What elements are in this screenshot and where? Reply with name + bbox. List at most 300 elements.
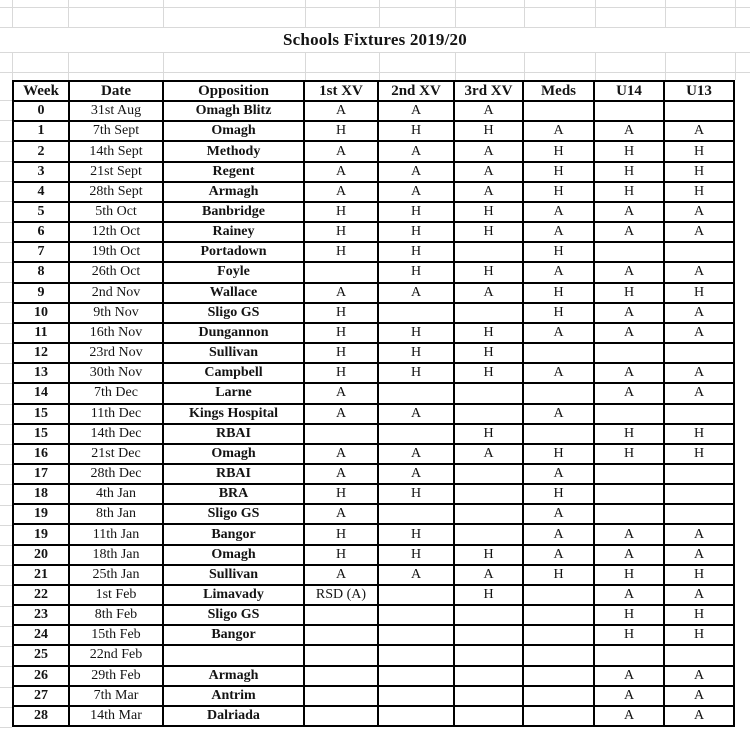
cell-u14[interactable] <box>595 344 665 364</box>
sheet-title-cell[interactable] <box>0 27 750 52</box>
cell-date[interactable]: 2nd Nov <box>70 284 164 304</box>
cell-u13[interactable]: A <box>665 364 735 384</box>
cell-3rd-xv[interactable] <box>455 667 524 687</box>
cell-u13[interactable]: H <box>665 626 735 646</box>
cell-date[interactable]: 28th Dec <box>70 465 164 485</box>
cell-3rd-xv[interactable] <box>455 707 524 727</box>
cell-opposition[interactable]: Methody <box>164 142 305 162</box>
cell-3rd-xv[interactable] <box>455 687 524 707</box>
cell-week[interactable]: 8 <box>14 263 70 283</box>
cell-date[interactable]: 14th Mar <box>70 707 164 727</box>
cell-2nd-xv[interactable] <box>379 304 455 324</box>
cell-date[interactable]: 12th Oct <box>70 223 164 243</box>
cell-date[interactable]: 25th Jan <box>70 566 164 586</box>
cell-3rd-xv[interactable]: A <box>455 142 524 162</box>
cell-u14[interactable] <box>595 505 665 525</box>
cell-date[interactable]: 14th Dec <box>70 425 164 445</box>
cell-u14[interactable]: A <box>595 324 665 344</box>
cell-opposition[interactable]: Sligo GS <box>164 505 305 525</box>
cell-u13[interactable]: H <box>665 284 735 304</box>
cell-3rd-xv[interactable]: A <box>455 566 524 586</box>
cell-u14[interactable]: A <box>595 546 665 566</box>
cell-date[interactable]: 22nd Feb <box>70 646 164 666</box>
cell-u14[interactable]: A <box>595 525 665 545</box>
cell-u13[interactable]: H <box>665 163 735 183</box>
cell-date[interactable]: 16th Nov <box>70 324 164 344</box>
cell-u14[interactable]: A <box>595 203 665 223</box>
cell-u14[interactable]: A <box>595 304 665 324</box>
cell-date[interactable]: 30th Nov <box>70 364 164 384</box>
cell-u13[interactable] <box>665 505 735 525</box>
cell-opposition[interactable]: Banbridge <box>164 203 305 223</box>
cell-date[interactable]: 4th Jan <box>70 485 164 505</box>
cell-2nd-xv[interactable] <box>379 707 455 727</box>
cell-week[interactable]: 2 <box>14 142 70 162</box>
cell-week[interactable]: 17 <box>14 465 70 485</box>
cell-1st-xv[interactable]: RSD (A) <box>305 586 379 606</box>
cell-u14[interactable]: A <box>595 263 665 283</box>
cell-date[interactable]: 23rd Nov <box>70 344 164 364</box>
cell-3rd-xv[interactable] <box>455 646 524 666</box>
cell-date[interactable]: 8th Jan <box>70 505 164 525</box>
cell-2nd-xv[interactable]: A <box>379 163 455 183</box>
cell-meds[interactable]: H <box>524 304 595 324</box>
cell-1st-xv[interactable]: H <box>305 223 379 243</box>
cell-u14[interactable]: H <box>595 626 665 646</box>
cell-week[interactable]: 15 <box>14 405 70 425</box>
cell-2nd-xv[interactable] <box>379 586 455 606</box>
cell-u14[interactable]: A <box>595 223 665 243</box>
cell-2nd-xv[interactable] <box>379 687 455 707</box>
cell-u14[interactable]: A <box>595 364 665 384</box>
cell-u13[interactable]: A <box>665 223 735 243</box>
cell-u13[interactable]: A <box>665 586 735 606</box>
cell-u14[interactable]: A <box>595 707 665 727</box>
cell-3rd-xv[interactable]: H <box>455 364 524 384</box>
cell-week[interactable]: 6 <box>14 223 70 243</box>
cell-week[interactable]: 10 <box>14 304 70 324</box>
cell-3rd-xv[interactable]: H <box>455 223 524 243</box>
cell-week[interactable]: 28 <box>14 707 70 727</box>
cell-week[interactable]: 15 <box>14 425 70 445</box>
cell-meds[interactable] <box>524 384 595 404</box>
cell-1st-xv[interactable] <box>305 425 379 445</box>
cell-opposition[interactable]: Campbell <box>164 364 305 384</box>
cell-u14[interactable]: A <box>595 384 665 404</box>
cell-opposition[interactable]: Bangor <box>164 626 305 646</box>
cell-3rd-xv[interactable] <box>455 485 524 505</box>
cell-u13[interactable]: A <box>665 525 735 545</box>
cell-meds[interactable] <box>524 667 595 687</box>
cell-2nd-xv[interactable] <box>379 384 455 404</box>
cell-u13[interactable]: A <box>665 384 735 404</box>
sheet-gridline <box>0 141 12 142</box>
cell-2nd-xv[interactable]: A <box>379 183 455 203</box>
cell-2nd-xv[interactable] <box>379 425 455 445</box>
cell-1st-xv[interactable] <box>305 626 379 646</box>
cell-opposition[interactable]: Armagh <box>164 183 305 203</box>
cell-2nd-xv[interactable] <box>379 505 455 525</box>
cell-week[interactable]: 19 <box>14 525 70 545</box>
cell-3rd-xv[interactable]: A <box>455 183 524 203</box>
cell-opposition[interactable]: Wallace <box>164 284 305 304</box>
cell-date[interactable]: 11th Jan <box>70 525 164 545</box>
cell-meds[interactable] <box>524 102 595 122</box>
cell-u14[interactable]: H <box>595 284 665 304</box>
cell-week[interactable]: 27 <box>14 687 70 707</box>
cell-2nd-xv[interactable]: A <box>379 445 455 465</box>
cell-3rd-xv[interactable] <box>455 405 524 425</box>
cell-3rd-xv[interactable]: H <box>455 586 524 606</box>
cell-u14[interactable]: H <box>595 142 665 162</box>
cell-week[interactable]: 25 <box>14 646 70 666</box>
cell-meds[interactable] <box>524 646 595 666</box>
cell-opposition[interactable]: Limavady <box>164 586 305 606</box>
cell-meds[interactable]: A <box>524 546 595 566</box>
cell-date[interactable]: 29th Feb <box>70 667 164 687</box>
cell-week[interactable]: 18 <box>14 485 70 505</box>
cell-week[interactable]: 12 <box>14 344 70 364</box>
cell-meds[interactable]: A <box>524 223 595 243</box>
sheet-gridline <box>12 52 13 80</box>
cell-week[interactable]: 24 <box>14 626 70 646</box>
cell-meds[interactable]: H <box>524 445 595 465</box>
cell-1st-xv[interactable]: H <box>305 546 379 566</box>
cell-week[interactable]: 26 <box>14 667 70 687</box>
cell-1st-xv[interactable]: H <box>305 243 379 263</box>
cell-opposition[interactable]: Bangor <box>164 525 305 545</box>
cell-u13[interactable]: A <box>665 687 735 707</box>
cell-meds[interactable] <box>524 344 595 364</box>
cell-2nd-xv[interactable]: A <box>379 102 455 122</box>
cell-opposition[interactable]: Sligo GS <box>164 606 305 626</box>
cell-date[interactable]: 8th Feb <box>70 606 164 626</box>
cell-1st-xv[interactable]: A <box>305 384 379 404</box>
cell-3rd-xv[interactable]: H <box>455 425 524 445</box>
cell-u14[interactable]: H <box>595 425 665 445</box>
cell-meds[interactable]: A <box>524 364 595 384</box>
cell-1st-xv[interactable] <box>305 687 379 707</box>
cell-week[interactable]: 3 <box>14 163 70 183</box>
cell-date[interactable]: 21st Dec <box>70 445 164 465</box>
column-header-date[interactable]: Date <box>70 82 164 102</box>
column-header-week[interactable]: Week <box>14 82 70 102</box>
cell-u14[interactable]: H <box>595 566 665 586</box>
cell-opposition[interactable]: RBAI <box>164 465 305 485</box>
cell-u13[interactable]: H <box>665 425 735 445</box>
cell-u13[interactable] <box>665 485 735 505</box>
cell-week[interactable]: 16 <box>14 445 70 465</box>
sheet-gridline <box>305 0 306 27</box>
cell-2nd-xv[interactable]: H <box>379 122 455 142</box>
cell-date[interactable]: 7th Dec <box>70 384 164 404</box>
cell-date[interactable]: 1st Feb <box>70 586 164 606</box>
cell-date[interactable]: 18th Jan <box>70 546 164 566</box>
cell-1st-xv[interactable]: H <box>305 364 379 384</box>
cell-2nd-xv[interactable]: H <box>379 364 455 384</box>
sheet-gridline <box>0 545 12 546</box>
cell-u14[interactable] <box>595 102 665 122</box>
cell-meds[interactable] <box>524 687 595 707</box>
cell-3rd-xv[interactable]: H <box>455 263 524 283</box>
cell-3rd-xv[interactable]: H <box>455 203 524 223</box>
cell-meds[interactable]: A <box>524 465 595 485</box>
cell-u14[interactable] <box>595 243 665 263</box>
column-header-meds[interactable]: Meds <box>524 82 595 102</box>
cell-opposition[interactable]: Sligo GS <box>164 304 305 324</box>
cell-2nd-xv[interactable] <box>379 606 455 626</box>
cell-meds[interactable]: A <box>524 122 595 142</box>
cell-u13[interactable] <box>665 344 735 364</box>
cell-meds[interactable]: A <box>524 324 595 344</box>
cell-week[interactable]: 0 <box>14 102 70 122</box>
cell-week[interactable]: 14 <box>14 384 70 404</box>
column-header-opposition[interactable]: Opposition <box>164 82 305 102</box>
cell-3rd-xv[interactable] <box>455 304 524 324</box>
cell-u13[interactable] <box>665 465 735 485</box>
cell-meds[interactable]: A <box>524 525 595 545</box>
cell-opposition[interactable]: RBAI <box>164 425 305 445</box>
cell-opposition[interactable]: Armagh <box>164 667 305 687</box>
cell-u14[interactable]: H <box>595 163 665 183</box>
cell-3rd-xv[interactable] <box>455 243 524 263</box>
cell-week[interactable]: 19 <box>14 505 70 525</box>
sheet-gridline <box>0 363 12 364</box>
cell-opposition[interactable]: Regent <box>164 163 305 183</box>
cell-2nd-xv[interactable]: H <box>379 485 455 505</box>
cell-u14[interactable]: A <box>595 586 665 606</box>
sheet-gridline <box>163 52 164 80</box>
column-header-2nd-xv[interactable]: 2nd XV <box>379 82 455 102</box>
cell-u13[interactable]: A <box>665 122 735 142</box>
cell-week[interactable]: 21 <box>14 566 70 586</box>
cell-1st-xv[interactable]: A <box>305 465 379 485</box>
cell-opposition[interactable]: Foyle <box>164 263 305 283</box>
cell-2nd-xv[interactable]: A <box>379 142 455 162</box>
cell-1st-xv[interactable]: A <box>305 284 379 304</box>
cell-1st-xv[interactable]: A <box>305 163 379 183</box>
cell-date[interactable]: 15th Feb <box>70 626 164 646</box>
cell-week[interactable]: 11 <box>14 324 70 344</box>
cell-u13[interactable]: A <box>665 263 735 283</box>
cell-2nd-xv[interactable]: H <box>379 525 455 545</box>
cell-u13[interactable]: H <box>665 606 735 626</box>
cell-1st-xv[interactable]: H <box>305 525 379 545</box>
cell-opposition[interactable]: Dungannon <box>164 324 305 344</box>
cell-week[interactable]: 1 <box>14 122 70 142</box>
cell-3rd-xv[interactable]: H <box>455 324 524 344</box>
cell-1st-xv[interactable]: A <box>305 505 379 525</box>
cell-1st-xv[interactable]: A <box>305 102 379 122</box>
cell-3rd-xv[interactable] <box>455 525 524 545</box>
cell-3rd-xv[interactable]: H <box>455 122 524 142</box>
cell-3rd-xv[interactable]: A <box>455 102 524 122</box>
cell-1st-xv[interactable]: A <box>305 445 379 465</box>
cell-opposition[interactable]: Omagh <box>164 122 305 142</box>
cell-2nd-xv[interactable] <box>379 646 455 666</box>
cell-opposition[interactable]: Sullivan <box>164 566 305 586</box>
cell-date[interactable]: 11th Dec <box>70 405 164 425</box>
cell-date[interactable]: 21st Sept <box>70 163 164 183</box>
cell-2nd-xv[interactable]: H <box>379 243 455 263</box>
cell-opposition[interactable] <box>164 646 305 666</box>
cell-2nd-xv[interactable] <box>379 626 455 646</box>
cell-3rd-xv[interactable]: A <box>455 284 524 304</box>
cell-3rd-xv[interactable] <box>455 465 524 485</box>
cell-2nd-xv[interactable] <box>379 667 455 687</box>
cell-meds[interactable]: H <box>524 485 595 505</box>
cell-u13[interactable]: A <box>665 304 735 324</box>
sheet-gridline <box>0 444 12 445</box>
cell-u14[interactable]: A <box>595 667 665 687</box>
cell-u14[interactable]: H <box>595 606 665 626</box>
cell-1st-xv[interactable] <box>305 263 379 283</box>
cell-3rd-xv[interactable]: A <box>455 163 524 183</box>
cell-3rd-xv[interactable] <box>455 505 524 525</box>
cell-opposition[interactable]: Omagh <box>164 445 305 465</box>
cell-date[interactable]: 28th Sept <box>70 183 164 203</box>
cell-date[interactable]: 7th Sept <box>70 122 164 142</box>
cell-meds[interactable] <box>524 606 595 626</box>
cell-meds[interactable]: H <box>524 566 595 586</box>
cell-u13[interactable] <box>665 102 735 122</box>
cell-week[interactable]: 23 <box>14 606 70 626</box>
cell-week[interactable]: 20 <box>14 546 70 566</box>
cell-meds[interactable]: A <box>524 405 595 425</box>
cell-date[interactable]: 14th Sept <box>70 142 164 162</box>
cell-1st-xv[interactable] <box>305 667 379 687</box>
cell-3rd-xv[interactable] <box>455 606 524 626</box>
cell-week[interactable]: 9 <box>14 284 70 304</box>
cell-date[interactable]: 5th Oct <box>70 203 164 223</box>
cell-1st-xv[interactable]: A <box>305 142 379 162</box>
cell-meds[interactable] <box>524 586 595 606</box>
cell-u13[interactable]: H <box>665 445 735 465</box>
cell-opposition[interactable]: Larne <box>164 384 305 404</box>
column-header-1st-xv[interactable]: 1st XV <box>305 82 379 102</box>
cell-1st-xv[interactable]: H <box>305 122 379 142</box>
cell-2nd-xv[interactable]: H <box>379 263 455 283</box>
cell-1st-xv[interactable]: A <box>305 183 379 203</box>
cell-opposition[interactable]: Sullivan <box>164 344 305 364</box>
cell-u14[interactable] <box>595 465 665 485</box>
cell-2nd-xv[interactable]: A <box>379 566 455 586</box>
cell-date[interactable]: 31st Aug <box>70 102 164 122</box>
cell-u13[interactable]: A <box>665 667 735 687</box>
cell-2nd-xv[interactable]: A <box>379 465 455 485</box>
sheet-gridline <box>0 201 12 202</box>
cell-3rd-xv[interactable] <box>455 626 524 646</box>
cell-2nd-xv[interactable]: A <box>379 284 455 304</box>
cell-opposition[interactable]: Dalriada <box>164 707 305 727</box>
cell-week[interactable]: 7 <box>14 243 70 263</box>
cell-opposition[interactable]: Antrim <box>164 687 305 707</box>
cell-u13[interactable]: H <box>665 566 735 586</box>
cell-2nd-xv[interactable]: H <box>379 344 455 364</box>
cell-u14[interactable]: H <box>595 445 665 465</box>
cell-meds[interactable]: H <box>524 183 595 203</box>
cell-opposition[interactable]: BRA <box>164 485 305 505</box>
cell-meds[interactable]: H <box>524 243 595 263</box>
cell-2nd-xv[interactable]: H <box>379 546 455 566</box>
cell-1st-xv[interactable] <box>305 707 379 727</box>
cell-date[interactable]: 9th Nov <box>70 304 164 324</box>
cell-week[interactable]: 4 <box>14 183 70 203</box>
cell-1st-xv[interactable]: H <box>305 203 379 223</box>
cell-date[interactable]: 26th Oct <box>70 263 164 283</box>
cell-meds[interactable]: H <box>524 163 595 183</box>
cell-week[interactable]: 5 <box>14 203 70 223</box>
cell-1st-xv[interactable]: A <box>305 566 379 586</box>
cell-u14[interactable] <box>595 405 665 425</box>
cell-opposition[interactable]: Rainey <box>164 223 305 243</box>
cell-1st-xv[interactable] <box>305 606 379 626</box>
cell-u14[interactable] <box>595 646 665 666</box>
cell-u13[interactable]: A <box>665 707 735 727</box>
cell-u13[interactable]: A <box>665 324 735 344</box>
column-header-3rd-xv[interactable]: 3rd XV <box>455 82 524 102</box>
sheet-gridline <box>455 52 456 80</box>
cell-1st-xv[interactable]: A <box>305 405 379 425</box>
cell-meds[interactable] <box>524 707 595 727</box>
cell-u14[interactable]: H <box>595 183 665 203</box>
cell-meds[interactable]: H <box>524 142 595 162</box>
cell-3rd-xv[interactable] <box>455 384 524 404</box>
cell-2nd-xv[interactable]: A <box>379 405 455 425</box>
cell-date[interactable]: 19th Oct <box>70 243 164 263</box>
cell-u13[interactable] <box>665 243 735 263</box>
cell-1st-xv[interactable]: H <box>305 304 379 324</box>
cell-u13[interactable]: H <box>665 183 735 203</box>
cell-u14[interactable]: A <box>595 122 665 142</box>
cell-2nd-xv[interactable]: H <box>379 203 455 223</box>
cell-opposition[interactable]: Omagh <box>164 546 305 566</box>
cell-opposition[interactable]: Portadown <box>164 243 305 263</box>
cell-opposition[interactable]: Kings Hospital <box>164 405 305 425</box>
cell-2nd-xv[interactable]: H <box>379 324 455 344</box>
cell-meds[interactable]: H <box>524 284 595 304</box>
sheet-gridline <box>0 606 12 607</box>
cell-u13[interactable]: A <box>665 546 735 566</box>
cell-1st-xv[interactable]: H <box>305 344 379 364</box>
cell-week[interactable]: 22 <box>14 586 70 606</box>
cell-week[interactable]: 13 <box>14 364 70 384</box>
cell-1st-xv[interactable]: H <box>305 485 379 505</box>
sheet-gridline <box>0 181 12 182</box>
cell-u13[interactable] <box>665 405 735 425</box>
cell-meds[interactable]: A <box>524 505 595 525</box>
cell-meds[interactable]: A <box>524 203 595 223</box>
column-header-u13[interactable]: U13 <box>665 82 735 102</box>
cell-date[interactable]: 7th Mar <box>70 687 164 707</box>
cell-u13[interactable]: H <box>665 142 735 162</box>
cell-1st-xv[interactable]: H <box>305 324 379 344</box>
cell-u14[interactable] <box>595 485 665 505</box>
cell-u13[interactable]: A <box>665 203 735 223</box>
cell-meds[interactable]: A <box>524 263 595 283</box>
cell-meds[interactable] <box>524 425 595 445</box>
cell-3rd-xv[interactable]: H <box>455 344 524 364</box>
cell-1st-xv[interactable] <box>305 646 379 666</box>
cell-3rd-xv[interactable]: H <box>455 546 524 566</box>
cell-3rd-xv[interactable]: A <box>455 445 524 465</box>
cell-opposition[interactable]: Omagh Blitz <box>164 102 305 122</box>
cell-u13[interactable] <box>665 646 735 666</box>
cell-meds[interactable] <box>524 626 595 646</box>
column-header-u14[interactable]: U14 <box>595 82 665 102</box>
cell-2nd-xv[interactable]: H <box>379 223 455 243</box>
cell-u14[interactable]: A <box>595 687 665 707</box>
